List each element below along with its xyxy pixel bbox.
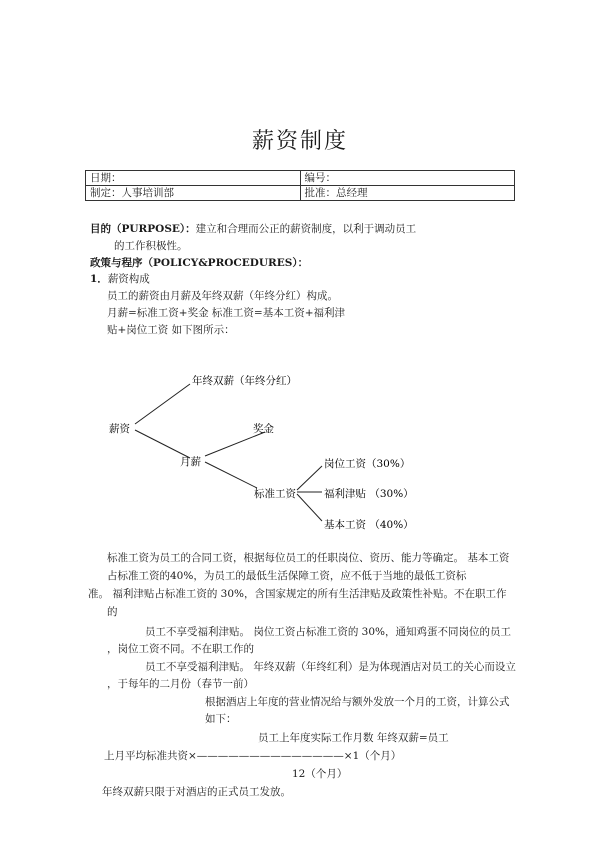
para-2-line-2: ，岗位工资不同。不在职工作的 <box>107 643 254 655</box>
purpose-continuation: 的工作积极性。 <box>114 240 188 252</box>
made-by-cell: 制定：人事培训部 <box>86 186 301 201</box>
purpose-text: 建立和合理而公正的薪资制度，以利于调动员工 <box>195 223 417 235</box>
date-cell: 日期： <box>86 171 301 186</box>
document-title: 薪资制度 <box>251 129 348 154</box>
section-1-line-3: 贴+岗位工资 如下图所示： <box>107 324 235 336</box>
para-1-line-3: 准。 福利津贴占标准工资的 30%，含国家规定的所有生活津贴及政策性补贴。不在职工作 <box>88 588 507 600</box>
para-4-line-1: 根据酒店上年度的营业情况给与额外发放一个月的工资，计算公式 <box>205 696 510 708</box>
node-basic-wage: 基本工资 （40%） <box>324 519 414 531</box>
para-3-line-1: 员工不享受福利津贴。 年终双薪（年终红利）是为体现酒店对员工的关心而设立 <box>145 661 516 673</box>
edge-salary-annual <box>135 384 190 424</box>
node-monthly-pay: 月薪 <box>180 456 201 468</box>
number-cell: 编号： <box>300 171 515 186</box>
section-number: 1． <box>90 273 108 285</box>
para-4-line-2: 如下： <box>205 713 237 725</box>
closing-line: 年终双薪只限于对酒店的正式员工发放。 <box>102 786 291 798</box>
node-annual-double-pay: 年终双薪（年终分红） <box>192 375 297 387</box>
edge-standard-position <box>297 466 322 490</box>
node-welfare-allowance: 福利津贴 （30%） <box>324 488 414 500</box>
section-title: 薪资构成 <box>107 273 150 285</box>
node-salary: 薪资 <box>109 423 130 435</box>
policy-heading: 政策与程序（POLICY&PROCEDURES）： <box>90 257 309 269</box>
para-3-line-2: ，于每年的二月份（春节一前） <box>107 678 254 690</box>
formula-denominator: 12（个月） <box>292 768 348 780</box>
node-standard-wage: 标准工资 <box>254 488 296 500</box>
tree-connectors <box>135 384 322 521</box>
purpose-label: 目的（PURPOSE）： <box>90 223 196 235</box>
para-2-line-1: 员工不享受福利津贴。 岗位工资占标准工资的 30%，通知鸡蛋不同岗位的员工 <box>145 626 512 638</box>
approved-by-cell: 批准：总经理 <box>300 186 515 201</box>
para-1-line-2: 占标准工资的40%，为员工的最低生活保障工资，应不低于当地的最低工资标 <box>107 570 467 582</box>
edge-standard-basic <box>297 494 322 521</box>
formula-numerator: 员工上年度实际工作月数 年终双薪=员工 <box>258 732 449 744</box>
edge-monthly-standard <box>205 462 257 488</box>
para-1-line-1: 标准工资为员工的合同工资，根据每位员工的任职岗位、资历、能力等确定。 基本工资 <box>107 552 510 564</box>
edge-monthly-bonus <box>205 432 265 456</box>
formula-main-line: 上月平均标准共资×——————————————×1（个月） <box>104 750 402 762</box>
section-1-line-2: 月薪=标准工资+奖金 标准工资=基本工资+福利津 <box>107 307 346 319</box>
edge-salary-monthly <box>135 430 190 458</box>
para-1-line-4: 的 <box>107 606 118 618</box>
section-1-line-1: 员工的薪资由月薪及年终双薪（年终分红）构成。 <box>107 290 338 302</box>
node-bonus: 奖金 <box>253 423 274 435</box>
node-position-wage: 岗位工资（30%） <box>324 458 411 470</box>
